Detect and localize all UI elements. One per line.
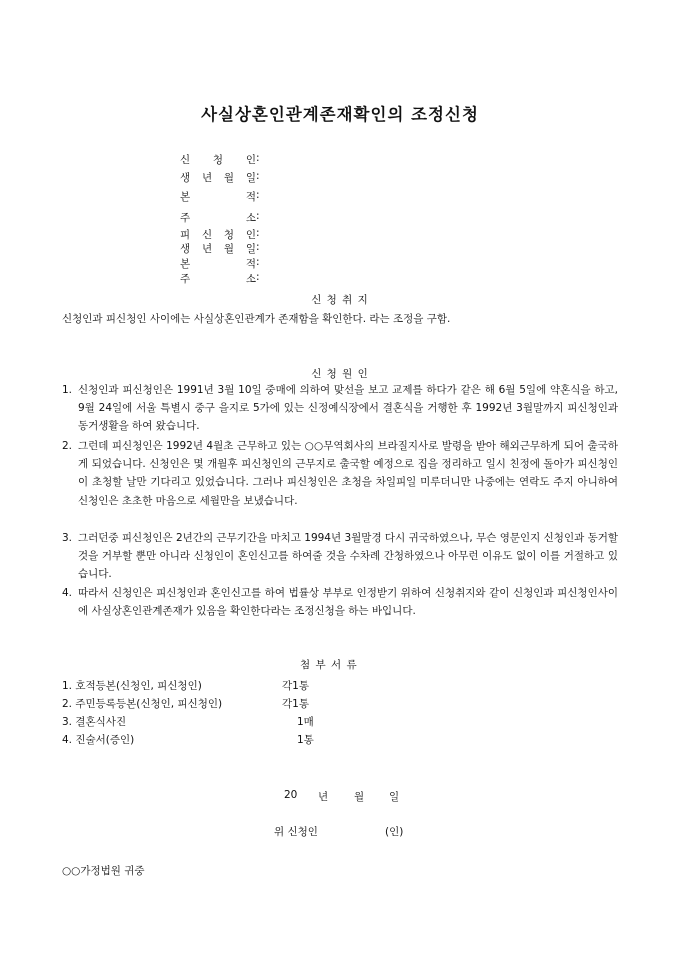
reason-heading: 신 청 원 인	[311, 368, 369, 380]
field-colon: :	[256, 271, 260, 283]
reason-number: 4.	[62, 587, 73, 599]
address-label: 주 소	[180, 273, 256, 285]
reason-number: 3.	[62, 532, 73, 544]
date-day-label: 일	[389, 791, 400, 803]
attachment-item	[62, 732, 362, 747]
reason-text: 따라서 신청인은 피신청인과 혼인신고를 하여 법률상 부부로 인정받기 위하여 신청취지와 같이 신청인과 피신청인사이에 사실상혼인관계존재가 있음을 확인한다라는 조정신청을 하는 바입니다.	[78, 587, 618, 618]
reason-item-2	[62, 437, 618, 510]
reason-text: 신청인과 피신청인은 1991년 3월 10일 중매에 의하여 맞선을 보고 교제를 하다가 같은 해 6월 5일에 약혼식을 하고, 9월 24일에 서울 특별시 중구 을지로 5가에 있는 신정예식장에서 결혼식을 거행한 후 1992년 3월말까지 피신청인과 동거생활을 하여 왔습니다.	[78, 384, 618, 433]
attachment-item	[62, 696, 362, 711]
field-colon: :	[256, 256, 260, 268]
birthdate-label: 생 년 월 일	[180, 172, 256, 184]
attachment-name: 주민등록등본(신청인, 피신청인)	[75, 698, 223, 710]
field-colon: :	[256, 210, 260, 222]
attachments-heading: 첨 부 서 류	[300, 659, 358, 671]
reason-number: 2.	[62, 440, 73, 452]
domicile-label: 본 적	[180, 258, 256, 270]
field-colon: :	[256, 241, 260, 253]
date-century: 20	[284, 789, 298, 801]
purpose-text: 신청인과 피신청인 사이에는 사실상혼인관계가 존재함을 확인한다. 라는 조정을 구함.	[62, 313, 451, 325]
seal-mark: (인)	[385, 826, 404, 838]
document-title: 사실상혼인관계존재확인의 조정신청	[201, 105, 479, 124]
reason-text: 그런데 피신청인은 1992년 4월초 근무하고 있는 ○○무역회사의 브라질지사로 발령을 받아 해외근무하게 되어 출국하게 되었습니다. 신청인은 몇 개월후 피신청인의 근무지로 출국할 예정으로 집을 정리하고 일시 친정에 돌아가 피신청인이 초청할 날만 기다리고 있었습니다. 그러나 피신청인은 초청을 차일피일 미루더니만 나중에는 연락도 주지 아니하여 신청인은 초초한 마음으로 세월만을 보냈습니다.	[78, 440, 618, 507]
field-colon: :	[256, 189, 260, 201]
date-year-label: 년	[318, 791, 329, 803]
applicant-label: 신 청 인	[180, 154, 256, 166]
date-month-label: 월	[354, 791, 365, 803]
field-colon: :	[256, 152, 260, 164]
purpose-heading: 신 청 취 지	[311, 294, 369, 306]
attachment-qty: 각1통	[282, 698, 309, 710]
attachment-name: 결혼식사진	[75, 716, 127, 728]
field-colon: :	[256, 170, 260, 182]
domicile-label: 본 적	[180, 191, 256, 203]
court-addressee: ○○가정법원 귀중	[62, 865, 145, 877]
attachment-number: 2.	[62, 698, 73, 710]
respondent-label: 피 신 청 인	[180, 229, 256, 241]
field-colon: :	[256, 227, 260, 239]
reason-text: 그러던중 피신청인은 2년간의 근무기간을 마치고 1994년 3월말경 다시 귀국하였으나, 무슨 영문인지 신청인과 동거할 것을 거부할 뿐만 아니라 신청인이 혼인신고를 하여줄 것을 수차례 간청하였으나 아무런 이유도 없이 이를 거절하고 있습니다.	[78, 532, 618, 581]
attachment-number: 4.	[62, 734, 73, 746]
attachment-qty: 1통	[297, 734, 314, 746]
attachment-qty: 각1통	[282, 680, 309, 692]
attachment-item	[62, 714, 362, 729]
address-label: 주 소	[180, 212, 256, 224]
reason-item-3	[62, 529, 618, 584]
attachment-name: 호적등본(신청인, 피신청인)	[75, 680, 202, 692]
attachment-number: 3.	[62, 716, 73, 728]
attachment-number: 1.	[62, 680, 73, 692]
attachment-name: 진술서(증인)	[75, 734, 135, 746]
signature-label: 위 신청인	[274, 826, 318, 838]
attachment-qty: 1매	[297, 716, 314, 728]
attachment-item	[62, 678, 362, 693]
birthdate-label: 생 년 월 일	[180, 243, 256, 255]
reason-item-4	[62, 584, 618, 620]
reason-item-1	[62, 381, 618, 436]
reason-number: 1.	[62, 384, 73, 396]
